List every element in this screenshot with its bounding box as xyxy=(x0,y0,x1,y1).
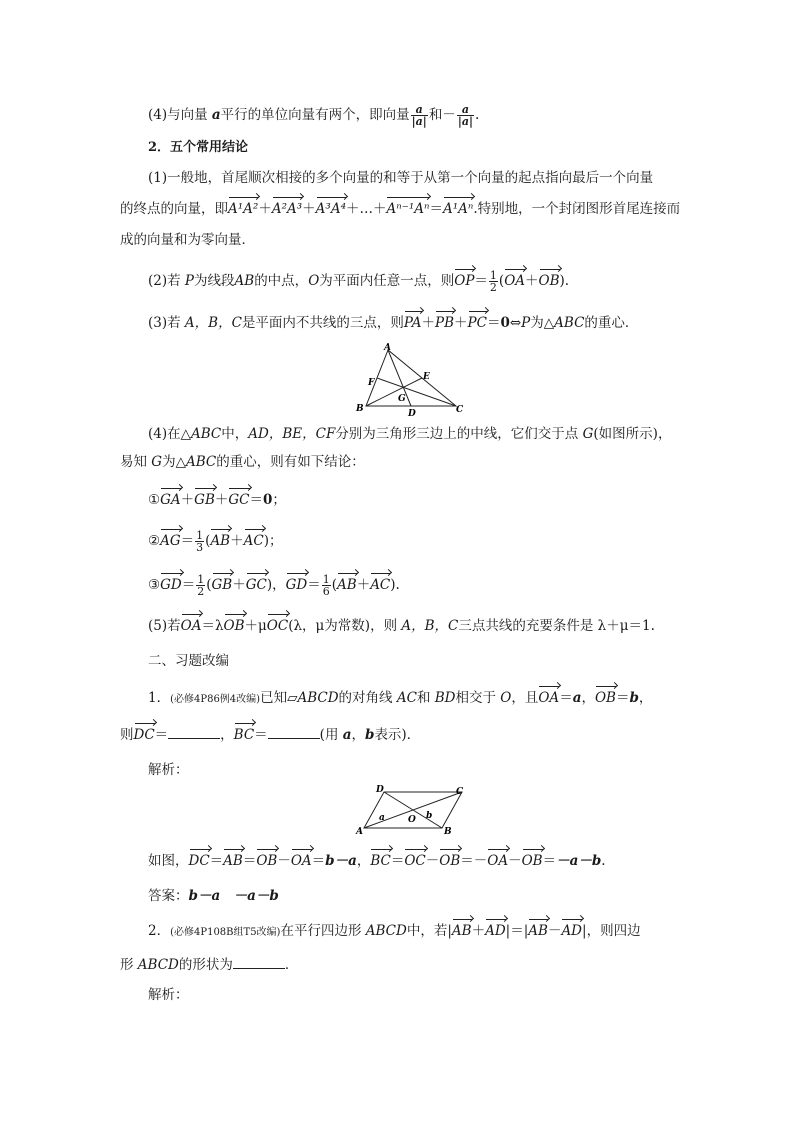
label-e: E xyxy=(423,372,430,382)
vector: OB xyxy=(521,853,543,869)
frac-num: a xyxy=(411,104,428,116)
op: |＝| xyxy=(505,923,529,939)
vector: A¹Aⁿ xyxy=(442,201,474,217)
vector: AB xyxy=(337,577,357,593)
op: ＝ xyxy=(242,853,257,869)
op: ＝ xyxy=(429,201,443,217)
var: ABCD xyxy=(137,957,179,973)
text: 三点共线的充要条件是 λ＋μ＝1. xyxy=(458,618,655,634)
var: ABCD xyxy=(297,690,339,706)
answer-value: b－a －a－b xyxy=(188,888,279,904)
text: 在平行四边形 xyxy=(280,923,366,939)
text: 的终点的向量，即 xyxy=(120,201,228,217)
label-b: B xyxy=(444,827,452,837)
op: ＝ xyxy=(154,727,169,743)
op: ＝ xyxy=(249,492,263,508)
marker: ③ xyxy=(148,577,161,593)
frac-num: 1 xyxy=(196,529,204,542)
op: ( xyxy=(331,577,338,593)
vector: OC xyxy=(404,853,426,869)
op: ＝ xyxy=(542,853,557,869)
vector: BC xyxy=(370,853,391,869)
text: 则 xyxy=(120,727,134,743)
vector: GD xyxy=(160,577,182,593)
label-b-vec: b xyxy=(426,811,433,821)
vector: OB xyxy=(594,690,616,706)
text: 的重心． xyxy=(584,315,639,331)
question-2-line2 xyxy=(120,955,298,975)
op: ＋ xyxy=(356,577,371,593)
text: (如图所示)， xyxy=(593,426,672,442)
result-3 xyxy=(148,574,400,597)
vector: AG xyxy=(160,533,181,549)
text: 为△ xyxy=(162,454,186,470)
var: ABC xyxy=(185,454,217,470)
unit-vector-line xyxy=(148,104,479,127)
op: ＝ xyxy=(209,853,224,869)
frac-num: a xyxy=(457,104,474,116)
vector: AB xyxy=(528,923,548,939)
op: ＝ xyxy=(180,533,195,549)
vector: AC xyxy=(243,533,264,549)
frac-num: 1 xyxy=(322,573,330,586)
text: 相交于 xyxy=(455,690,501,706)
label-b: B xyxy=(356,404,364,414)
frac-den: |a| xyxy=(457,115,473,128)
op: ＋ xyxy=(302,201,316,217)
vector: A²A³ xyxy=(271,201,303,217)
var: ABC xyxy=(554,315,585,331)
op: ＋ xyxy=(214,492,229,508)
answer-1 xyxy=(148,886,279,906)
op: ＝ xyxy=(311,853,326,869)
question-1-line2 xyxy=(120,725,420,745)
op: － xyxy=(425,853,440,869)
vector: OA xyxy=(290,853,312,869)
conclusion-3 xyxy=(148,313,638,333)
vector: AC xyxy=(370,577,391,593)
text: ，且 xyxy=(511,690,539,706)
conclusion-4-line1 xyxy=(148,424,671,444)
text: (5)若 xyxy=(148,618,181,634)
vector: GA xyxy=(160,492,181,508)
label-c: C xyxy=(456,787,464,797)
op: － xyxy=(277,853,291,869)
fraction xyxy=(411,104,428,127)
vector: OA xyxy=(538,690,560,706)
var: BD xyxy=(434,690,456,706)
frac-num: 1 xyxy=(489,269,497,282)
vector: OB xyxy=(256,853,278,869)
fraction xyxy=(322,574,331,597)
vector: GC xyxy=(228,492,250,508)
text: ； xyxy=(272,492,286,508)
text: 已知▱ xyxy=(260,690,298,706)
solution-label: 解析： xyxy=(148,762,189,778)
conclusion-1-line3: 成的向量和为零向量． xyxy=(120,232,255,248)
var: G xyxy=(582,426,594,442)
text: 为平面内任意一点，则 xyxy=(319,273,455,289)
op: ＋ xyxy=(421,315,436,331)
answer-label: 答案： xyxy=(148,888,189,904)
op: － xyxy=(547,923,562,939)
vector: A³A⁴ xyxy=(315,201,346,217)
text: 的重心，则有如下结论： xyxy=(216,454,365,470)
var: O xyxy=(308,273,320,289)
source-note: (必修4P86例4改编) xyxy=(170,694,261,705)
var: ABCD xyxy=(365,923,407,939)
text: )； xyxy=(263,533,283,549)
vector: Aⁿ⁻¹Aⁿ xyxy=(386,201,430,217)
text: )， xyxy=(266,577,286,593)
solution-1 xyxy=(148,851,606,871)
fraction xyxy=(457,104,474,127)
label-d: D xyxy=(376,785,384,795)
op: ＋ xyxy=(471,923,486,939)
frac-den: 2 xyxy=(197,585,205,598)
question-number: 1． xyxy=(148,690,171,706)
op: ＝ xyxy=(390,853,405,869)
text: 中，若| xyxy=(406,923,452,939)
op: ( xyxy=(206,577,212,593)
text: (用 xyxy=(319,727,343,743)
text: ， xyxy=(220,727,234,743)
text: 如图， xyxy=(148,853,189,869)
op: ＋…＋ xyxy=(345,201,387,217)
text: 中， xyxy=(221,426,249,442)
vector-a: a xyxy=(211,107,221,123)
conclusion-1-line1: (1)一般地，首尾顺次相接的多个向量的和等于从第一个向量的起点指向最后一个向量 xyxy=(148,170,654,186)
result-2 xyxy=(148,530,282,553)
text: 平行的单位向量有两个，即向量 xyxy=(220,107,410,123)
var: AD，BE，CF xyxy=(248,426,336,442)
vector: DC xyxy=(188,853,210,869)
op: ＋ xyxy=(230,533,244,549)
op: ( xyxy=(498,273,505,289)
op: ＝ xyxy=(559,690,573,706)
var: AC xyxy=(396,690,417,706)
label-g: G xyxy=(398,394,406,404)
op: － xyxy=(508,853,522,869)
vector: OA xyxy=(504,273,526,289)
text: 和－ xyxy=(428,107,456,123)
text: 表示)． xyxy=(374,727,421,743)
var: G xyxy=(151,454,163,470)
solution-label: 解析： xyxy=(148,987,189,1003)
parallelogram-figure xyxy=(352,782,470,838)
op: ＝ xyxy=(474,273,488,289)
op: ＝ xyxy=(254,727,268,743)
frac-den: 2 xyxy=(489,281,497,294)
vector: DC xyxy=(133,727,155,743)
label-d: D xyxy=(408,409,416,416)
text: (4)在△ xyxy=(148,426,192,442)
fraction xyxy=(489,270,498,293)
answer-blank[interactable] xyxy=(233,956,285,969)
exercise-heading: 二、习题改编 xyxy=(148,653,229,669)
zero-vector: 0 xyxy=(263,492,273,508)
op: ⇔ xyxy=(509,315,522,331)
triangle-medians-figure xyxy=(352,342,472,416)
result-expression: b－a xyxy=(325,853,357,869)
text: 形 xyxy=(120,957,138,973)
vector-a: a xyxy=(572,690,582,706)
label-o: O xyxy=(408,815,416,825)
vector: A¹A² xyxy=(228,201,259,217)
text: 为线段 xyxy=(194,273,235,289)
marker: ② xyxy=(148,533,161,549)
fraction xyxy=(196,574,205,597)
text: 的对角线 xyxy=(338,690,397,706)
vector: OB xyxy=(439,853,461,869)
text: (λ，μ为常数)，则 xyxy=(288,618,402,634)
text: (3)若 xyxy=(148,315,185,331)
conclusion-4-line2 xyxy=(120,452,365,472)
op: ( xyxy=(205,533,211,549)
vector: AD xyxy=(485,923,506,939)
vector: OB xyxy=(538,273,560,289)
frac-den: 3 xyxy=(196,541,204,554)
vector: AB xyxy=(223,853,243,869)
vector: PB xyxy=(435,315,455,331)
op: ＝－ xyxy=(460,853,488,869)
op: ＋ xyxy=(525,273,539,289)
vector: AB xyxy=(210,533,231,549)
op: ＝ xyxy=(307,577,321,593)
median-be xyxy=(366,378,422,406)
vector: GC xyxy=(245,577,267,593)
var: ABC xyxy=(191,426,222,442)
answer-blank[interactable] xyxy=(168,726,220,739)
vector: PC xyxy=(467,315,487,331)
op: ＋ xyxy=(180,492,195,508)
text: 是平面内不共线的三点，则 xyxy=(241,315,404,331)
text: ， xyxy=(581,690,595,706)
result-1 xyxy=(148,490,286,510)
vector: GB xyxy=(194,492,215,508)
triangle xyxy=(366,350,456,406)
op: ＋μ xyxy=(244,618,267,634)
text: (4)与向量 xyxy=(148,107,212,123)
op: ＝λ xyxy=(201,618,224,634)
text: 为△ xyxy=(530,315,555,331)
median-cf xyxy=(377,378,456,406)
text: .特别地，一个封闭图形首尾连接而 xyxy=(473,201,681,217)
answer-blank[interactable] xyxy=(268,726,320,739)
var: A，B，C xyxy=(401,618,459,634)
vector-b: b xyxy=(629,690,639,706)
vector: GD xyxy=(285,577,308,593)
vector: OC xyxy=(266,618,289,634)
vector: OA xyxy=(180,618,202,634)
frac-num: 1 xyxy=(197,573,205,586)
vector: OP xyxy=(454,273,475,289)
var: P xyxy=(521,315,531,331)
op: ＋ xyxy=(258,201,272,217)
vector: OB xyxy=(223,618,245,634)
result-expression: －a－b xyxy=(556,853,602,869)
label-c: C xyxy=(456,405,464,415)
text: (2)若 xyxy=(148,273,185,289)
op: ＝ xyxy=(615,690,630,706)
text: 分别为三角形三边上的中线，它们交于点 xyxy=(335,426,583,442)
frac-den: |a| xyxy=(411,115,427,128)
label-a: A xyxy=(356,827,363,837)
var: A，B，C xyxy=(184,315,242,331)
vector: GB xyxy=(211,577,233,593)
vector: AD xyxy=(561,923,583,939)
question-2-line1 xyxy=(148,921,641,943)
text: 的中点， xyxy=(254,273,309,289)
vector: PA xyxy=(403,315,422,331)
var: P xyxy=(184,273,195,289)
text: . xyxy=(474,107,480,123)
zero-vector: 0 xyxy=(500,315,510,331)
text: |，则四边 xyxy=(582,923,641,939)
op: ). xyxy=(559,273,570,289)
var: AB xyxy=(234,273,255,289)
question-1-line1 xyxy=(148,688,652,710)
label-a: A xyxy=(384,343,391,353)
label-f: F xyxy=(368,378,375,388)
text: ， xyxy=(351,727,365,743)
text: 的形状为 xyxy=(178,957,233,973)
label-a-vec: a xyxy=(379,813,385,823)
text: ， xyxy=(638,690,653,706)
text: 易知 xyxy=(120,454,152,470)
fraction xyxy=(195,530,204,553)
conclusion-1-line2 xyxy=(120,199,680,219)
vector: OA xyxy=(487,853,509,869)
vector: AB xyxy=(451,923,472,939)
vector: BC xyxy=(233,727,255,743)
section-heading: 2．五个常用结论 xyxy=(148,140,249,155)
op: ＝ xyxy=(181,577,196,593)
text: ． xyxy=(284,957,299,973)
conclusion-2 xyxy=(148,270,569,293)
text: . xyxy=(601,853,606,869)
text: ， xyxy=(356,853,371,869)
frac-den: 6 xyxy=(322,585,330,598)
source-note: (必修4P108B组T5改编) xyxy=(170,927,281,938)
vector-a: a xyxy=(342,727,352,743)
op: ＋ xyxy=(454,315,468,331)
marker: ① xyxy=(148,492,161,508)
text: 和 xyxy=(416,690,435,706)
var: O xyxy=(500,690,512,706)
vector-b: b xyxy=(364,727,375,743)
op: ＝ xyxy=(486,315,501,331)
op: ＋ xyxy=(232,577,246,593)
text: ). xyxy=(390,577,400,593)
question-number: 2． xyxy=(148,923,171,939)
conclusion-5 xyxy=(148,616,655,636)
